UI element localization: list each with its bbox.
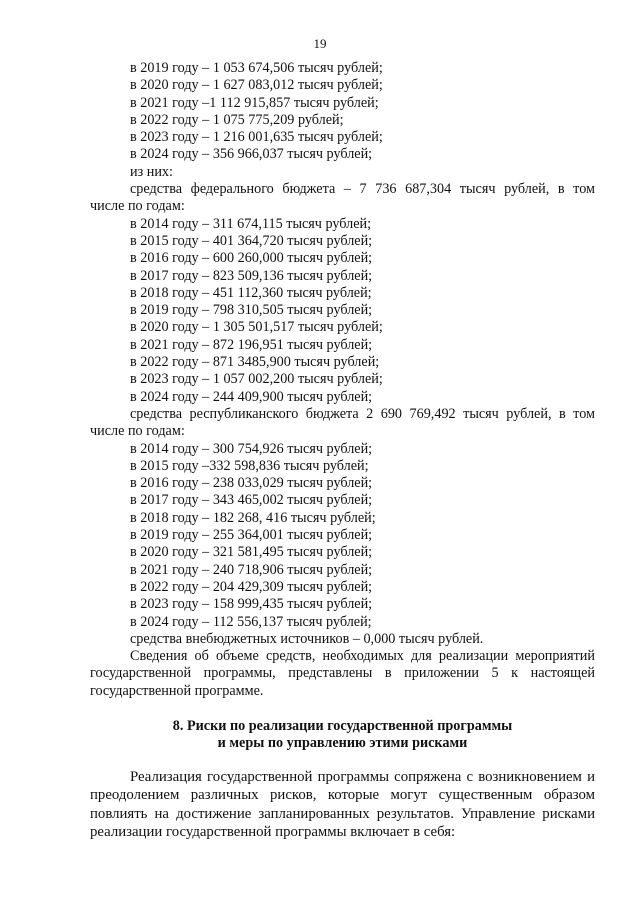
list-item: в 2023 году – 1 057 002,200 тысяч рублей; <box>130 371 383 388</box>
list-item: в 2015 году – 401 364,720 тысяч рублей; <box>130 232 373 249</box>
total-by-year-list <box>90 60 595 181</box>
republic-budget-intro-cont: числе по годам: <box>90 423 185 440</box>
list-item: в 2022 году – 1 075 775,209 рублей; <box>130 111 344 128</box>
list-item: в 2017 году – 343 465,002 тысяч рублей; <box>130 492 373 509</box>
section-heading <box>90 718 595 752</box>
federal-by-year-list <box>90 216 595 406</box>
section-heading-line1: 8. Риски по реализации государственной программы <box>172 717 513 734</box>
list-item: в 2020 году – 321 581,495 тысяч рублей; <box>130 544 373 561</box>
list-item: в 2021 году – 872 196,951 тысяч рублей; <box>130 336 373 353</box>
extrabudget-line: средства внебюджетных источников – 0,000 тысяч рублей. <box>130 630 484 647</box>
list-item: в 2017 году – 823 509,136 тысяч рублей; <box>130 267 373 284</box>
list-item: в 2020 году – 1 627 083,012 тысяч рублей; <box>130 77 383 94</box>
funding-paragraph: Сведения об объеме средств, необходимых для реализации мероприятий государственной программы, представлены в приложении 5 к настоящей государственной программе. <box>90 648 595 699</box>
list-item: в 2019 году – 798 310,505 тысяч рублей; <box>130 302 373 319</box>
list-item: в 2019 году – 255 364,001 тысяч рублей; <box>130 527 373 544</box>
list-item: в 2024 году – 112 556,137 тысяч рублей; <box>130 613 372 630</box>
page-number: 19 <box>313 36 327 51</box>
list-item: в 2018 году – 182 268, 416 тысяч рублей; <box>130 509 376 526</box>
list-item: в 2022 году – 871 3485,900 тысяч рублей; <box>130 354 380 371</box>
list-item: в 2023 году – 158 999,435 тысяч рублей; <box>130 596 373 613</box>
risk-paragraph: Реализация государственной программы сопряжена с возникновением и преодолением различных рисков, которые могут существенным образом повлиять на достижение запланированных результатов. Управление рисками реализации государственной программы включает в себя: <box>90 768 595 841</box>
republic-by-year-list <box>90 441 595 631</box>
federal-budget-intro: средства федерального бюджета – 7 736 687,304 тысяч рублей, в том <box>130 181 595 198</box>
federal-budget-intro-cont: числе по годам: <box>90 198 185 215</box>
document-body <box>90 60 595 842</box>
list-item: в 2016 году – 600 260,000 тысяч рублей; <box>130 250 373 267</box>
list-item: в 2018 году – 451 112,360 тысяч рублей; <box>130 284 372 301</box>
list-item: в 2014 году – 300 754,926 тысяч рублей; <box>130 440 373 457</box>
list-item: в 2021 году –1 112 915,857 тысяч рублей; <box>130 94 379 111</box>
list-item: в 2024 году – 244 409,900 тысяч рублей; <box>130 388 373 405</box>
list-item: в 2020 году – 1 305 501,517 тысяч рублей; <box>130 319 383 336</box>
republic-budget-intro: средства республиканского бюджета 2 690 769,492 тысяч рублей, в том <box>130 405 595 422</box>
list-item: в 2019 году – 1 053 674,506 тысяч рублей; <box>130 60 383 76</box>
list-item: из них: <box>130 163 173 180</box>
list-item: в 2014 году – 311 674,115 тысяч рублей; <box>130 215 372 232</box>
list-item: в 2016 году – 238 033,029 тысяч рублей; <box>130 475 373 492</box>
list-item: в 2021 году – 240 718,906 тысяч рублей; <box>130 561 373 578</box>
list-item: в 2015 году –332 598,836 тысяч рублей; <box>130 457 369 474</box>
section-heading-line2: и меры по управлению этими рисками <box>217 734 468 751</box>
list-item: в 2022 году – 204 429,309 тысяч рублей; <box>130 578 373 595</box>
list-item: в 2023 году – 1 216 001,635 тысяч рублей; <box>130 129 383 146</box>
list-item: в 2024 году – 356 966,037 тысяч рублей; <box>130 146 373 163</box>
